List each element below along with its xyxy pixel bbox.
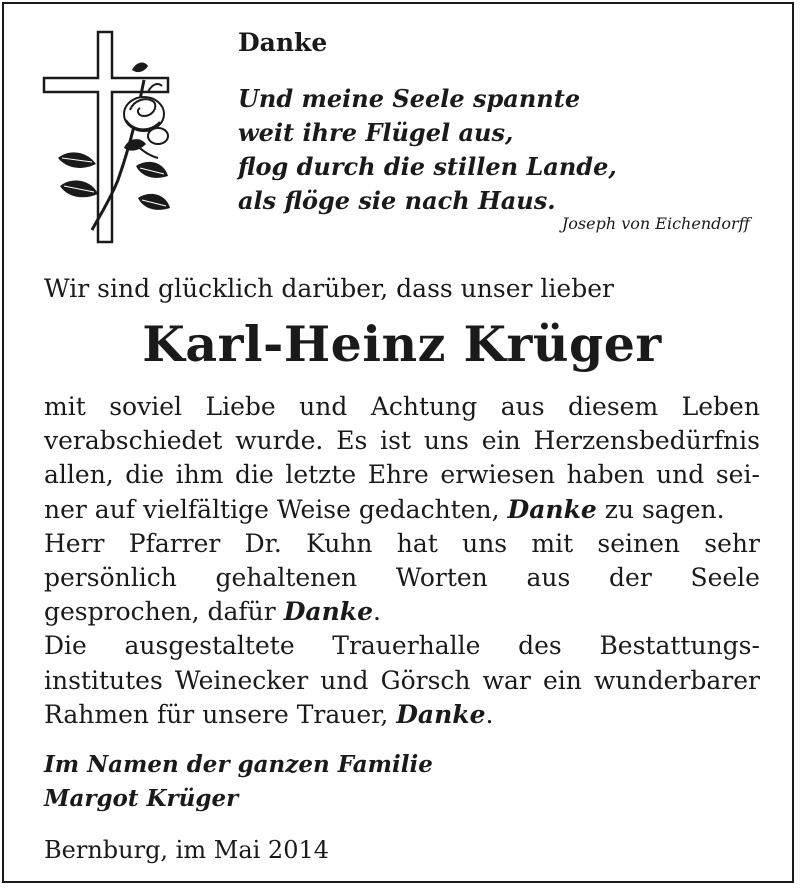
body-line bbox=[44, 629, 760, 663]
word: Kuhn bbox=[306, 528, 373, 558]
word: die bbox=[235, 460, 274, 490]
word: Herr bbox=[44, 528, 105, 558]
word: seinen bbox=[597, 528, 681, 558]
word: und bbox=[299, 392, 348, 421]
word: des bbox=[518, 631, 562, 661]
poem-line: als flöge sie nach Haus. bbox=[238, 186, 556, 215]
heading: Danke bbox=[238, 28, 328, 57]
word: und bbox=[320, 665, 369, 695]
word: die bbox=[125, 460, 165, 490]
poem-author: Joseph von Eichendorff bbox=[561, 214, 750, 233]
signature-line: Im Namen der ganzen Familie bbox=[44, 751, 433, 778]
word: Es bbox=[336, 426, 368, 456]
word: verabschiedet bbox=[44, 426, 223, 456]
word: und bbox=[656, 460, 705, 490]
word: ein bbox=[542, 665, 582, 695]
word: Ehre bbox=[367, 460, 429, 490]
word: Achtung bbox=[370, 392, 478, 421]
word: institutes bbox=[44, 665, 163, 695]
word: sei- bbox=[715, 460, 760, 490]
word: Herzensbedürfnis bbox=[533, 426, 760, 456]
word: Görsch bbox=[380, 665, 471, 695]
signature bbox=[44, 748, 433, 816]
word: hat bbox=[396, 528, 438, 558]
word: mit bbox=[531, 528, 574, 558]
word: ausgestaltete bbox=[124, 631, 295, 661]
obituary-notice bbox=[2, 2, 794, 883]
body-line bbox=[44, 424, 760, 458]
body-line: gesprochen, dafür Danke. bbox=[44, 597, 381, 627]
word: Seele bbox=[690, 562, 760, 592]
poem-line: weit ihre Flügel aus, bbox=[238, 118, 514, 147]
word: aus bbox=[526, 562, 571, 592]
word: persönlich bbox=[44, 562, 177, 592]
word: diesem bbox=[568, 392, 659, 421]
danke-emphasis: Danke bbox=[396, 699, 486, 729]
intro-text: Wir sind glücklich darüber, dass unser lieber bbox=[44, 274, 614, 303]
word: Liebe bbox=[205, 392, 276, 421]
poem-line: flog durch die stillen Lande, bbox=[238, 152, 617, 181]
word: ihm bbox=[175, 460, 224, 490]
word: der bbox=[609, 562, 652, 592]
word: uns bbox=[423, 426, 469, 456]
word: Pfarrer bbox=[128, 528, 221, 558]
word: ein bbox=[481, 426, 521, 456]
body-line bbox=[44, 561, 760, 595]
word: Die bbox=[44, 631, 87, 661]
word: ist bbox=[380, 426, 412, 456]
poem-line: Und meine Seele spannte bbox=[238, 84, 581, 113]
word: aus bbox=[500, 392, 545, 421]
word: haben bbox=[566, 460, 645, 490]
body-text bbox=[44, 390, 760, 732]
word: wunderbarer bbox=[594, 665, 760, 695]
poem bbox=[238, 82, 617, 218]
word: Worten bbox=[395, 562, 488, 592]
danke-emphasis: Danke bbox=[283, 597, 373, 627]
cross-with-rose-icon bbox=[40, 30, 180, 245]
danke-emphasis: Danke bbox=[507, 494, 597, 524]
word: soviel bbox=[109, 392, 183, 421]
word: gehaltenen bbox=[215, 562, 358, 592]
body-line: Rahmen für unsere Trauer, Danke. bbox=[44, 699, 494, 729]
word: Dr. bbox=[244, 528, 282, 558]
body-line bbox=[44, 458, 760, 492]
body-line: ner auf vielfältige Weise gedachten, Danke zu sagen. bbox=[44, 494, 725, 524]
body-line bbox=[44, 390, 760, 424]
word: war bbox=[482, 665, 531, 695]
word: Bestattungs- bbox=[599, 631, 760, 661]
word: wurde. bbox=[235, 426, 324, 456]
word: Weinecker bbox=[174, 665, 309, 695]
word: Trauerhalle bbox=[332, 631, 481, 661]
word: sehr bbox=[704, 528, 760, 558]
word: Leben bbox=[681, 392, 760, 421]
body-line bbox=[44, 664, 760, 698]
word: letzte bbox=[285, 460, 357, 490]
place-date: Bernburg, im Mai 2014 bbox=[44, 836, 330, 864]
body-line bbox=[44, 527, 760, 561]
word: allen, bbox=[44, 460, 114, 490]
signature-name: Margot Krüger bbox=[44, 785, 239, 812]
word: mit bbox=[44, 392, 86, 421]
word: erwiesen bbox=[440, 460, 556, 490]
word: uns bbox=[462, 528, 508, 558]
deceased-name: Karl-Heinz Krüger bbox=[142, 315, 662, 373]
